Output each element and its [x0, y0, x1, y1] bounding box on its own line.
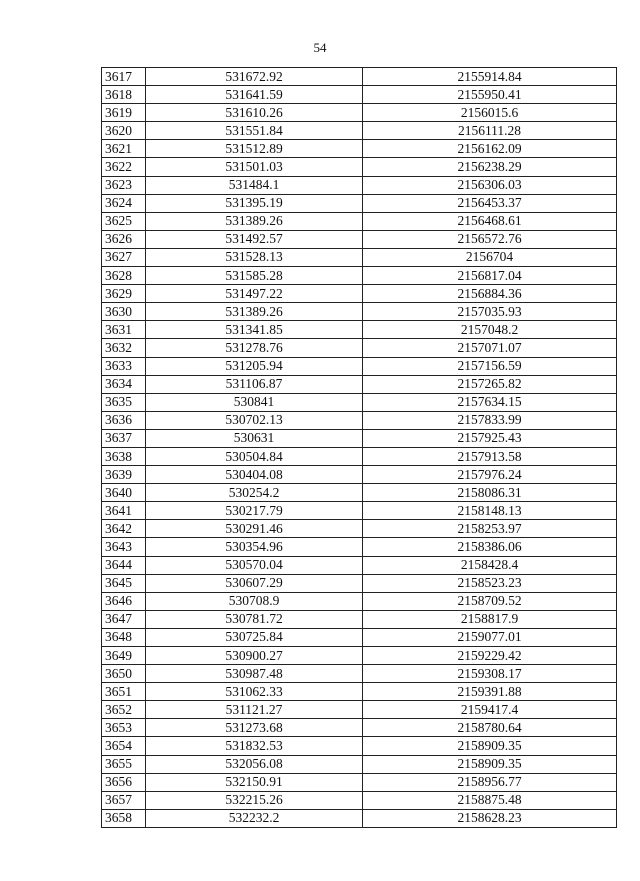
- point-number-cell: 3636: [102, 411, 146, 429]
- table-row: [102, 393, 617, 411]
- x-coordinate-cell: 532215.26: [146, 791, 363, 809]
- table-row: [102, 592, 617, 610]
- y-coordinate-cell: 2158817.9: [363, 610, 617, 628]
- table-row: [102, 466, 617, 484]
- x-coordinate-cell: 530570.04: [146, 556, 363, 574]
- table-row: [102, 484, 617, 502]
- x-coordinate-cell: 532056.08: [146, 755, 363, 773]
- x-coordinate-cell: 531389.26: [146, 212, 363, 230]
- y-coordinate-cell: 2157976.24: [363, 466, 617, 484]
- y-coordinate-cell: 2156162.09: [363, 140, 617, 158]
- table-row: [102, 610, 617, 628]
- coordinates-table: [101, 67, 617, 828]
- point-number-cell: 3628: [102, 267, 146, 285]
- y-coordinate-cell: 2155914.84: [363, 68, 617, 86]
- point-number-cell: 3633: [102, 357, 146, 375]
- x-coordinate-cell: 531497.22: [146, 285, 363, 303]
- point-number-cell: 3619: [102, 104, 146, 122]
- x-coordinate-cell: 530702.13: [146, 411, 363, 429]
- coordinates-table-body: [102, 68, 617, 828]
- y-coordinate-cell: 2158709.52: [363, 592, 617, 610]
- y-coordinate-cell: 2158386.06: [363, 538, 617, 556]
- y-coordinate-cell: 2159391.88: [363, 683, 617, 701]
- y-coordinate-cell: 2158909.35: [363, 737, 617, 755]
- x-coordinate-cell: 531528.13: [146, 248, 363, 266]
- x-coordinate-cell: 531106.87: [146, 375, 363, 393]
- x-coordinate-cell: 530404.08: [146, 466, 363, 484]
- point-number-cell: 3620: [102, 122, 146, 140]
- y-coordinate-cell: 2156111.28: [363, 122, 617, 140]
- y-coordinate-cell: 2157071.07: [363, 339, 617, 357]
- point-number-cell: 3625: [102, 212, 146, 230]
- point-number-cell: 3658: [102, 809, 146, 827]
- table-row: [102, 122, 617, 140]
- point-number-cell: 3657: [102, 791, 146, 809]
- x-coordinate-cell: 531484.1: [146, 176, 363, 194]
- x-coordinate-cell: 531062.33: [146, 683, 363, 701]
- point-number-cell: 3617: [102, 68, 146, 86]
- x-coordinate-cell: 531121.27: [146, 701, 363, 719]
- y-coordinate-cell: 2159308.17: [363, 665, 617, 683]
- x-coordinate-cell: 531389.26: [146, 303, 363, 321]
- table-row: [102, 375, 617, 393]
- point-number-cell: 3653: [102, 719, 146, 737]
- y-coordinate-cell: 2157265.82: [363, 375, 617, 393]
- table-row: [102, 411, 617, 429]
- point-number-cell: 3654: [102, 737, 146, 755]
- point-number-cell: 3640: [102, 484, 146, 502]
- point-number-cell: 3627: [102, 248, 146, 266]
- y-coordinate-cell: 2158148.13: [363, 502, 617, 520]
- table-row: [102, 140, 617, 158]
- x-coordinate-cell: 530254.2: [146, 484, 363, 502]
- point-number-cell: 3637: [102, 429, 146, 447]
- point-number-cell: 3635: [102, 393, 146, 411]
- table-row: [102, 212, 617, 230]
- point-number-cell: 3647: [102, 610, 146, 628]
- point-number-cell: 3641: [102, 502, 146, 520]
- table-row: [102, 538, 617, 556]
- point-number-cell: 3626: [102, 230, 146, 248]
- point-number-cell: 3632: [102, 339, 146, 357]
- table-row: [102, 86, 617, 104]
- x-coordinate-cell: 531832.53: [146, 737, 363, 755]
- table-row: [102, 791, 617, 809]
- page-number: 54: [313, 40, 327, 55]
- point-number-cell: 3639: [102, 466, 146, 484]
- table-row: [102, 267, 617, 285]
- table-row: [102, 737, 617, 755]
- point-number-cell: 3622: [102, 158, 146, 176]
- y-coordinate-cell: 2156884.36: [363, 285, 617, 303]
- y-coordinate-cell: 2158086.31: [363, 484, 617, 502]
- y-coordinate-cell: 2157634.15: [363, 393, 617, 411]
- table-row: [102, 176, 617, 194]
- point-number-cell: 3618: [102, 86, 146, 104]
- x-coordinate-cell: 531395.19: [146, 194, 363, 212]
- table-row: [102, 339, 617, 357]
- table-row: [102, 556, 617, 574]
- x-coordinate-cell: 531512.89: [146, 140, 363, 158]
- table-row: [102, 230, 617, 248]
- x-coordinate-cell: 530708.9: [146, 592, 363, 610]
- table-row: [102, 647, 617, 665]
- y-coordinate-cell: 2157048.2: [363, 321, 617, 339]
- y-coordinate-cell: 2157913.58: [363, 447, 617, 465]
- point-number-cell: 3644: [102, 556, 146, 574]
- x-coordinate-cell: 530725.84: [146, 628, 363, 646]
- x-coordinate-cell: 530354.96: [146, 538, 363, 556]
- x-coordinate-cell: 530607.29: [146, 574, 363, 592]
- x-coordinate-cell: 530900.27: [146, 647, 363, 665]
- point-number-cell: 3634: [102, 375, 146, 393]
- y-coordinate-cell: 2156015.6: [363, 104, 617, 122]
- table-row: [102, 429, 617, 447]
- point-number-cell: 3649: [102, 647, 146, 665]
- y-coordinate-cell: 2156468.61: [363, 212, 617, 230]
- x-coordinate-cell: 531205.94: [146, 357, 363, 375]
- y-coordinate-cell: 2158628.23: [363, 809, 617, 827]
- table-row: [102, 809, 617, 827]
- table-row: [102, 104, 617, 122]
- table-row: [102, 357, 617, 375]
- y-coordinate-cell: 2156704: [363, 248, 617, 266]
- table-row: [102, 285, 617, 303]
- x-coordinate-cell: 532232.2: [146, 809, 363, 827]
- table-row: [102, 520, 617, 538]
- point-number-cell: 3651: [102, 683, 146, 701]
- y-coordinate-cell: 2158428.4: [363, 556, 617, 574]
- point-number-cell: 3655: [102, 755, 146, 773]
- x-coordinate-cell: 530504.84: [146, 447, 363, 465]
- y-coordinate-cell: 2157833.99: [363, 411, 617, 429]
- table-row: [102, 773, 617, 791]
- y-coordinate-cell: 2159077.01: [363, 628, 617, 646]
- x-coordinate-cell: 531672.92: [146, 68, 363, 86]
- point-number-cell: 3652: [102, 701, 146, 719]
- x-coordinate-cell: 530841: [146, 393, 363, 411]
- x-coordinate-cell: 532150.91: [146, 773, 363, 791]
- x-coordinate-cell: 531341.85: [146, 321, 363, 339]
- point-number-cell: 3638: [102, 447, 146, 465]
- point-number-cell: 3642: [102, 520, 146, 538]
- x-coordinate-cell: 531278.76: [146, 339, 363, 357]
- table-row: [102, 628, 617, 646]
- x-coordinate-cell: 531585.28: [146, 267, 363, 285]
- table-row: [102, 755, 617, 773]
- y-coordinate-cell: 2157035.93: [363, 303, 617, 321]
- point-number-cell: 3621: [102, 140, 146, 158]
- y-coordinate-cell: 2156817.04: [363, 267, 617, 285]
- y-coordinate-cell: 2156306.03: [363, 176, 617, 194]
- table-row: [102, 321, 617, 339]
- x-coordinate-cell: 531492.57: [146, 230, 363, 248]
- point-number-cell: 3623: [102, 176, 146, 194]
- point-number-cell: 3629: [102, 285, 146, 303]
- table-row: [102, 683, 617, 701]
- y-coordinate-cell: 2156238.29: [363, 158, 617, 176]
- x-coordinate-cell: 531610.26: [146, 104, 363, 122]
- y-coordinate-cell: 2157925.43: [363, 429, 617, 447]
- table-row: [102, 68, 617, 86]
- point-number-cell: 3630: [102, 303, 146, 321]
- y-coordinate-cell: 2155950.41: [363, 86, 617, 104]
- table-row: [102, 248, 617, 266]
- table-row: [102, 303, 617, 321]
- table-row: [102, 447, 617, 465]
- x-coordinate-cell: 530631: [146, 429, 363, 447]
- x-coordinate-cell: 531551.84: [146, 122, 363, 140]
- table-row: [102, 719, 617, 737]
- y-coordinate-cell: 2158909.35: [363, 755, 617, 773]
- y-coordinate-cell: 2158523.23: [363, 574, 617, 592]
- y-coordinate-cell: 2159417.4: [363, 701, 617, 719]
- point-number-cell: 3624: [102, 194, 146, 212]
- y-coordinate-cell: 2158253.97: [363, 520, 617, 538]
- x-coordinate-cell: 531501.03: [146, 158, 363, 176]
- x-coordinate-cell: 531273.68: [146, 719, 363, 737]
- table-row: [102, 665, 617, 683]
- table-row: [102, 158, 617, 176]
- point-number-cell: 3656: [102, 773, 146, 791]
- y-coordinate-cell: 2157156.59: [363, 357, 617, 375]
- table-row: [102, 194, 617, 212]
- y-coordinate-cell: 2159229.42: [363, 647, 617, 665]
- point-number-cell: 3648: [102, 628, 146, 646]
- y-coordinate-cell: 2158875.48: [363, 791, 617, 809]
- table-row: [102, 502, 617, 520]
- point-number-cell: 3645: [102, 574, 146, 592]
- x-coordinate-cell: 530217.79: [146, 502, 363, 520]
- y-coordinate-cell: 2156572.76: [363, 230, 617, 248]
- table-row: [102, 574, 617, 592]
- y-coordinate-cell: 2158780.64: [363, 719, 617, 737]
- x-coordinate-cell: 530291.46: [146, 520, 363, 538]
- point-number-cell: 3650: [102, 665, 146, 683]
- table-row: [102, 701, 617, 719]
- x-coordinate-cell: 530987.48: [146, 665, 363, 683]
- x-coordinate-cell: 530781.72: [146, 610, 363, 628]
- point-number-cell: 3631: [102, 321, 146, 339]
- x-coordinate-cell: 531641.59: [146, 86, 363, 104]
- y-coordinate-cell: 2156453.37: [363, 194, 617, 212]
- point-number-cell: 3646: [102, 592, 146, 610]
- point-number-cell: 3643: [102, 538, 146, 556]
- y-coordinate-cell: 2158956.77: [363, 773, 617, 791]
